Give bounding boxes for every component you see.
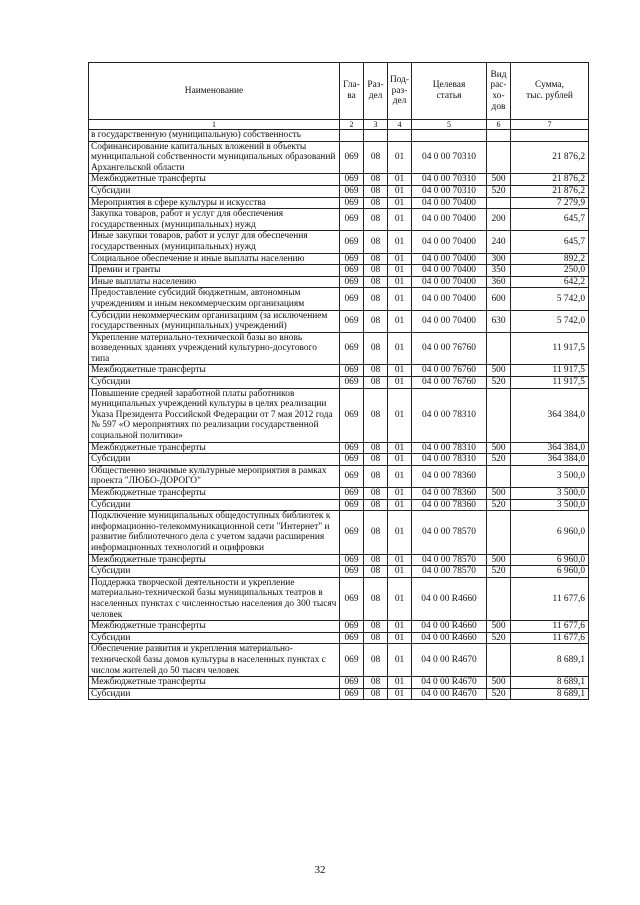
row-target: 04 0 00 78360 bbox=[412, 499, 487, 511]
row-name: Закупка товаров, работ и услуг для обеспечения государственных (муниципальных) нужд bbox=[89, 209, 340, 231]
row-subsection: 01 bbox=[388, 197, 412, 209]
table-row bbox=[89, 644, 589, 677]
row-section: 08 bbox=[364, 231, 388, 253]
row-subsection: 01 bbox=[388, 488, 412, 500]
row-target bbox=[412, 130, 487, 142]
row-chapter: 069 bbox=[340, 644, 364, 677]
table-row bbox=[89, 365, 589, 377]
row-expense-type: 520 bbox=[487, 377, 511, 389]
row-name: Иные выплаты населению bbox=[89, 276, 340, 288]
row-subsection: 01 bbox=[388, 288, 412, 310]
row-expense-type: 500 bbox=[487, 174, 511, 186]
row-expense-type: 500 bbox=[487, 677, 511, 689]
row-subsection: 01 bbox=[388, 265, 412, 277]
row-subsection: 01 bbox=[388, 454, 412, 466]
header-name: Наименование bbox=[89, 63, 340, 120]
row-target: 04 0 00 78570 bbox=[412, 554, 487, 566]
row-section: 08 bbox=[364, 677, 388, 689]
column-number: 4 bbox=[388, 120, 412, 130]
row-name: Предоставление субсидий бюджетным, автономным учреждениям и иным некоммерческим организациям bbox=[89, 288, 340, 310]
row-chapter: 069 bbox=[340, 310, 364, 332]
row-target: 04 0 00 70310 bbox=[412, 185, 487, 197]
row-target: 04 0 00 70400 bbox=[412, 310, 487, 332]
row-section bbox=[364, 130, 388, 142]
table-row bbox=[89, 621, 589, 633]
row-section: 08 bbox=[364, 454, 388, 466]
row-expense-type bbox=[487, 465, 511, 487]
row-section: 08 bbox=[364, 209, 388, 231]
row-section: 08 bbox=[364, 511, 388, 554]
table-row bbox=[89, 677, 589, 689]
row-expense-type bbox=[487, 141, 511, 174]
row-sum: 892,2 bbox=[511, 253, 589, 265]
row-section: 08 bbox=[364, 499, 388, 511]
row-expense-type: 520 bbox=[487, 185, 511, 197]
budget-table-page bbox=[88, 62, 588, 700]
row-name: Обеспечение развития и укрепления материально-технической базы домов культуры в населенных пунктах с числом жителей до 50 тысяч человек bbox=[89, 644, 340, 677]
row-sum: 8 689,1 bbox=[511, 644, 589, 677]
row-target: 04 0 00 76760 bbox=[412, 365, 487, 377]
row-section: 08 bbox=[364, 388, 388, 442]
row-subsection: 01 bbox=[388, 209, 412, 231]
row-name: Межбюджетные трансферты bbox=[89, 174, 340, 186]
row-subsection: 01 bbox=[388, 632, 412, 644]
row-target: 04 0 00 78360 bbox=[412, 488, 487, 500]
row-chapter: 069 bbox=[340, 185, 364, 197]
row-name: Межбюджетные трансферты bbox=[89, 677, 340, 689]
row-target: 04 0 00 78570 bbox=[412, 566, 487, 578]
table-row bbox=[89, 209, 589, 231]
row-name: Межбюджетные трансферты bbox=[89, 488, 340, 500]
row-chapter: 069 bbox=[340, 253, 364, 265]
row-subsection: 01 bbox=[388, 276, 412, 288]
row-sum: 645,7 bbox=[511, 231, 589, 253]
row-section: 08 bbox=[364, 185, 388, 197]
row-subsection: 01 bbox=[388, 677, 412, 689]
row-chapter: 069 bbox=[340, 621, 364, 633]
row-target: 04 0 00 78310 bbox=[412, 442, 487, 454]
row-name: Поддержка творческой деятельности и укрепление материально-технической базы муниципальных театров в населенных пунктах с численностью населения до 300 тысяч человек bbox=[89, 577, 340, 620]
row-sum: 8 689,1 bbox=[511, 677, 589, 689]
row-section: 08 bbox=[364, 310, 388, 332]
row-expense-type: 500 bbox=[487, 365, 511, 377]
row-chapter: 069 bbox=[340, 488, 364, 500]
row-subsection: 01 bbox=[388, 499, 412, 511]
row-sum: 3 500,0 bbox=[511, 499, 589, 511]
row-sum: 8 689,1 bbox=[511, 688, 589, 700]
table-row bbox=[89, 310, 589, 332]
row-chapter: 069 bbox=[340, 554, 364, 566]
row-chapter: 069 bbox=[340, 265, 364, 277]
row-chapter: 069 bbox=[340, 365, 364, 377]
row-expense-type: 520 bbox=[487, 499, 511, 511]
page-number: 32 bbox=[314, 864, 326, 876]
row-expense-type bbox=[487, 511, 511, 554]
row-section: 08 bbox=[364, 554, 388, 566]
row-chapter: 069 bbox=[340, 454, 364, 466]
row-name: Субсидии bbox=[89, 454, 340, 466]
table-row bbox=[89, 488, 589, 500]
row-subsection: 01 bbox=[388, 365, 412, 377]
row-target: 04 0 00 78310 bbox=[412, 454, 487, 466]
row-target: 04 0 00 70400 bbox=[412, 276, 487, 288]
row-chapter bbox=[340, 130, 364, 142]
table-row bbox=[89, 130, 589, 142]
row-expense-type bbox=[487, 388, 511, 442]
row-chapter: 069 bbox=[340, 209, 364, 231]
table-row bbox=[89, 174, 589, 186]
row-expense-type: 520 bbox=[487, 454, 511, 466]
row-chapter: 069 bbox=[340, 141, 364, 174]
table-row bbox=[89, 276, 589, 288]
row-expense-type: 600 bbox=[487, 288, 511, 310]
row-sum: 21 876,2 bbox=[511, 174, 589, 186]
header-sum: Сумма, тыс. рублей bbox=[511, 63, 589, 120]
row-chapter: 069 bbox=[340, 499, 364, 511]
table-row bbox=[89, 332, 589, 365]
row-section: 08 bbox=[364, 577, 388, 620]
row-expense-type: 520 bbox=[487, 632, 511, 644]
row-name: Премии и гранты bbox=[89, 265, 340, 277]
row-section: 08 bbox=[364, 174, 388, 186]
row-section: 08 bbox=[364, 488, 388, 500]
row-name: Мероприятия в сфере культуры и искусства bbox=[89, 197, 340, 209]
row-expense-type bbox=[487, 197, 511, 209]
row-target: 04 0 00 70400 bbox=[412, 253, 487, 265]
row-subsection: 01 bbox=[388, 377, 412, 389]
table-row bbox=[89, 377, 589, 389]
row-sum: 11 677,6 bbox=[511, 632, 589, 644]
row-subsection: 01 bbox=[388, 231, 412, 253]
row-expense-type bbox=[487, 644, 511, 677]
row-sum: 11 677,6 bbox=[511, 621, 589, 633]
row-chapter: 069 bbox=[340, 465, 364, 487]
row-chapter: 069 bbox=[340, 511, 364, 554]
row-expense-type: 500 bbox=[487, 554, 511, 566]
row-chapter: 069 bbox=[340, 377, 364, 389]
row-target: 04 0 00 70400 bbox=[412, 209, 487, 231]
row-name: Межбюджетные трансферты bbox=[89, 621, 340, 633]
table-row bbox=[89, 253, 589, 265]
row-sum: 364 384,0 bbox=[511, 442, 589, 454]
row-name: Субсидии bbox=[89, 688, 340, 700]
row-name: Межбюджетные трансферты bbox=[89, 365, 340, 377]
row-name: Субсидии bbox=[89, 377, 340, 389]
table-row bbox=[89, 511, 589, 554]
row-target: 04 0 00 R4670 bbox=[412, 677, 487, 689]
row-subsection: 01 bbox=[388, 442, 412, 454]
row-expense-type: 630 bbox=[487, 310, 511, 332]
row-target: 04 0 00 78570 bbox=[412, 511, 487, 554]
row-section: 08 bbox=[364, 365, 388, 377]
row-expense-type bbox=[487, 577, 511, 620]
row-target: 04 0 00 R4670 bbox=[412, 644, 487, 677]
row-target: 04 0 00 70400 bbox=[412, 197, 487, 209]
table-header-row bbox=[89, 63, 589, 120]
row-subsection: 01 bbox=[388, 174, 412, 186]
row-sum: 642,2 bbox=[511, 276, 589, 288]
table-row bbox=[89, 577, 589, 620]
row-subsection: 01 bbox=[388, 388, 412, 442]
row-section: 08 bbox=[364, 253, 388, 265]
row-expense-type: 520 bbox=[487, 566, 511, 578]
row-chapter: 069 bbox=[340, 174, 364, 186]
row-subsection: 01 bbox=[388, 141, 412, 174]
row-target: 04 0 00 70310 bbox=[412, 141, 487, 174]
row-chapter: 069 bbox=[340, 677, 364, 689]
row-chapter: 069 bbox=[340, 388, 364, 442]
row-sum: 7 279,9 bbox=[511, 197, 589, 209]
row-section: 08 bbox=[364, 566, 388, 578]
row-name: Укрепление материально-технической базы во вновь возведенных зданиях учреждений культурно-досугового типа bbox=[89, 332, 340, 365]
row-sum: 11 917,5 bbox=[511, 365, 589, 377]
row-sum: 11 677,6 bbox=[511, 577, 589, 620]
row-name: Субсидии некоммерческим организациям (за исключением государственных (муниципальных) учреждений) bbox=[89, 310, 340, 332]
row-chapter: 069 bbox=[340, 332, 364, 365]
row-target: 04 0 00 70400 bbox=[412, 288, 487, 310]
row-sum: 21 876,2 bbox=[511, 141, 589, 174]
row-name: в государственную (муниципальную) собственность bbox=[89, 130, 340, 142]
column-number: 1 bbox=[89, 120, 340, 130]
row-name: Субсидии bbox=[89, 566, 340, 578]
row-chapter: 069 bbox=[340, 442, 364, 454]
row-subsection: 01 bbox=[388, 621, 412, 633]
row-subsection: 01 bbox=[388, 511, 412, 554]
row-name: Общественно значимые культурные мероприятия в рамках проекта "ЛЮБО-ДОРОГО" bbox=[89, 465, 340, 487]
column-number: 3 bbox=[364, 120, 388, 130]
row-name: Иные закупки товаров, работ и услуг для обеспечения государственных (муниципальных) нужд bbox=[89, 231, 340, 253]
row-sum: 6 960,0 bbox=[511, 511, 589, 554]
row-subsection: 01 bbox=[388, 310, 412, 332]
row-name: Межбюджетные трансферты bbox=[89, 442, 340, 454]
row-section: 08 bbox=[364, 632, 388, 644]
row-target: 04 0 00 R4660 bbox=[412, 577, 487, 620]
row-section: 08 bbox=[364, 644, 388, 677]
row-section: 08 bbox=[364, 688, 388, 700]
row-expense-type: 360 bbox=[487, 276, 511, 288]
table-row bbox=[89, 554, 589, 566]
row-name: Межбюджетные трансферты bbox=[89, 554, 340, 566]
column-number: 6 bbox=[487, 120, 511, 130]
column-number: 2 bbox=[340, 120, 364, 130]
table-row bbox=[89, 454, 589, 466]
table-row bbox=[89, 465, 589, 487]
row-target: 04 0 00 R4660 bbox=[412, 621, 487, 633]
row-chapter: 069 bbox=[340, 288, 364, 310]
row-section: 08 bbox=[364, 265, 388, 277]
row-subsection: 01 bbox=[388, 332, 412, 365]
budget-table bbox=[88, 62, 589, 700]
row-name: Подключение муниципальных общедоступных библиотек к информационно-телекоммуникационной сети "Интернет" и развитие библиотечного дела с учетом задачи расширения информационных технологий и оцифровки bbox=[89, 511, 340, 554]
row-sum: 364 384,0 bbox=[511, 454, 589, 466]
table-row bbox=[89, 632, 589, 644]
row-chapter: 069 bbox=[340, 276, 364, 288]
column-number: 7 bbox=[511, 120, 589, 130]
row-subsection: 01 bbox=[388, 688, 412, 700]
row-chapter: 069 bbox=[340, 632, 364, 644]
column-number-row bbox=[89, 120, 589, 130]
row-sum: 364 384,0 bbox=[511, 388, 589, 442]
row-expense-type: 500 bbox=[487, 621, 511, 633]
row-target: 04 0 00 R4670 bbox=[412, 688, 487, 700]
column-number: 5 bbox=[412, 120, 487, 130]
row-section: 08 bbox=[364, 442, 388, 454]
row-chapter: 069 bbox=[340, 231, 364, 253]
table-row bbox=[89, 185, 589, 197]
row-sum: 3 500,0 bbox=[511, 488, 589, 500]
table-row bbox=[89, 566, 589, 578]
row-sum bbox=[511, 130, 589, 142]
row-sum: 6 960,0 bbox=[511, 554, 589, 566]
table-body bbox=[89, 130, 589, 700]
row-sum: 3 500,0 bbox=[511, 465, 589, 487]
row-expense-type bbox=[487, 332, 511, 365]
row-target: 04 0 00 78360 bbox=[412, 465, 487, 487]
row-sum: 6 960,0 bbox=[511, 566, 589, 578]
row-section: 08 bbox=[364, 276, 388, 288]
row-expense-type: 300 bbox=[487, 253, 511, 265]
row-subsection: 01 bbox=[388, 566, 412, 578]
row-subsection: 01 bbox=[388, 577, 412, 620]
table-row bbox=[89, 141, 589, 174]
header-chapter: Гла- ва bbox=[340, 63, 364, 120]
row-section: 08 bbox=[364, 288, 388, 310]
header-section: Раз- дел bbox=[364, 63, 388, 120]
row-section: 08 bbox=[364, 197, 388, 209]
row-name: Субсидии bbox=[89, 185, 340, 197]
row-subsection: 01 bbox=[388, 465, 412, 487]
row-expense-type bbox=[487, 130, 511, 142]
row-chapter: 069 bbox=[340, 577, 364, 620]
row-name: Софинансирование капитальных вложений в объекты муниципальной собственности муниципальных образований Архангельской области bbox=[89, 141, 340, 174]
table-row bbox=[89, 197, 589, 209]
row-target: 04 0 00 70400 bbox=[412, 265, 487, 277]
row-section: 08 bbox=[364, 141, 388, 174]
row-sum: 5 742,0 bbox=[511, 288, 589, 310]
row-chapter: 069 bbox=[340, 197, 364, 209]
row-chapter: 069 bbox=[340, 566, 364, 578]
row-subsection bbox=[388, 130, 412, 142]
row-target: 04 0 00 70400 bbox=[412, 231, 487, 253]
row-name: Социальное обеспечение и иные выплаты населению bbox=[89, 253, 340, 265]
row-target: 04 0 00 70310 bbox=[412, 174, 487, 186]
row-sum: 21 876,2 bbox=[511, 185, 589, 197]
table-row bbox=[89, 688, 589, 700]
table-row bbox=[89, 499, 589, 511]
row-target: 04 0 00 R4660 bbox=[412, 632, 487, 644]
row-name: Повышение средней заработной платы работников муниципальных учреждений культуры в целях реализации Указа Президента Российской Федерации от 7 мая 2012 года № 597 «О мероприятиях по реализации государственной социальной политики» bbox=[89, 388, 340, 442]
row-expense-type: 500 bbox=[487, 442, 511, 454]
row-chapter: 069 bbox=[340, 688, 364, 700]
row-expense-type: 240 bbox=[487, 231, 511, 253]
row-expense-type: 350 bbox=[487, 265, 511, 277]
row-target: 04 0 00 76760 bbox=[412, 377, 487, 389]
row-expense-type: 200 bbox=[487, 209, 511, 231]
row-subsection: 01 bbox=[388, 185, 412, 197]
row-expense-type: 520 bbox=[487, 688, 511, 700]
table-row bbox=[89, 288, 589, 310]
table-row bbox=[89, 231, 589, 253]
row-name: Субсидии bbox=[89, 632, 340, 644]
row-section: 08 bbox=[364, 465, 388, 487]
row-subsection: 01 bbox=[388, 644, 412, 677]
row-sum: 11 917,5 bbox=[511, 332, 589, 365]
header-expense-type: Вид рас- хо- дов bbox=[487, 63, 511, 120]
row-sum: 250,0 bbox=[511, 265, 589, 277]
table-row bbox=[89, 265, 589, 277]
row-expense-type: 500 bbox=[487, 488, 511, 500]
row-section: 08 bbox=[364, 377, 388, 389]
row-section: 08 bbox=[364, 621, 388, 633]
row-subsection: 01 bbox=[388, 253, 412, 265]
row-sum: 5 742,0 bbox=[511, 310, 589, 332]
header-subsection: Под- раз- дел bbox=[388, 63, 412, 120]
row-section: 08 bbox=[364, 332, 388, 365]
table-row bbox=[89, 442, 589, 454]
table-row bbox=[89, 388, 589, 442]
row-sum: 645,7 bbox=[511, 209, 589, 231]
row-target: 04 0 00 78310 bbox=[412, 388, 487, 442]
row-name: Субсидии bbox=[89, 499, 340, 511]
row-sum: 11 917,5 bbox=[511, 377, 589, 389]
header-target: Целевая статья bbox=[412, 63, 487, 120]
row-subsection: 01 bbox=[388, 554, 412, 566]
row-target: 04 0 00 76760 bbox=[412, 332, 487, 365]
